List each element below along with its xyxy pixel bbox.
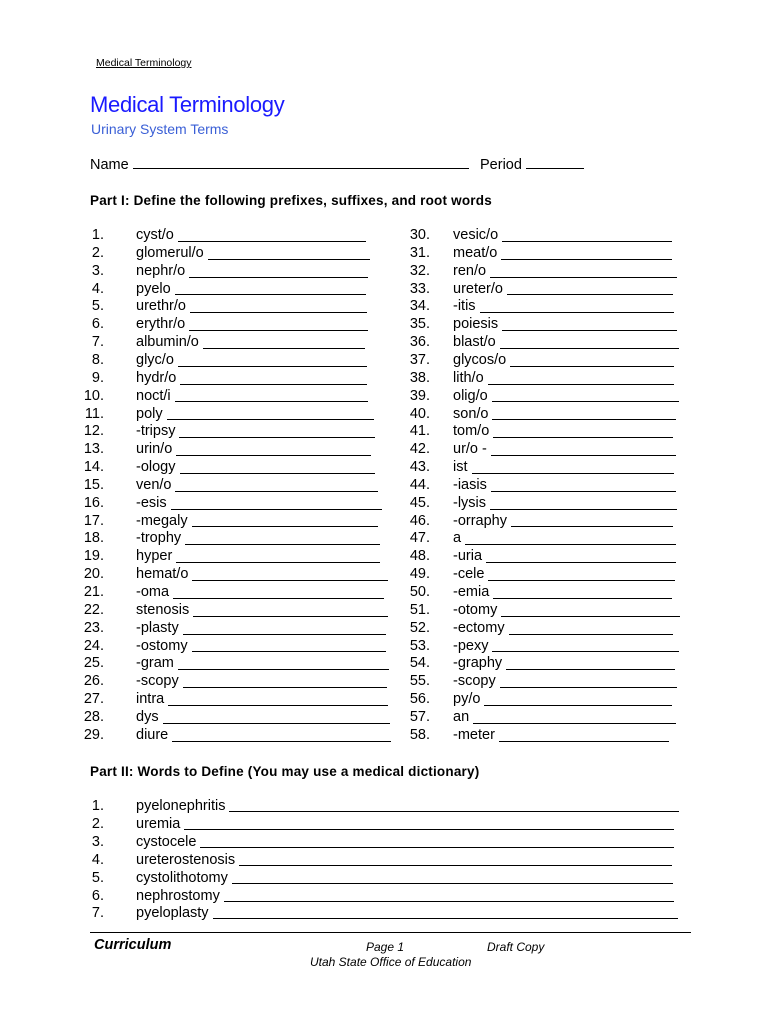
item-term: -emia	[453, 584, 490, 600]
item-number: 7.	[91, 334, 104, 351]
item-number: 23.	[83, 619, 104, 636]
item-term: -meter	[453, 726, 495, 743]
item-term: pyeloplasty	[136, 905, 209, 922]
item-term: noct/i	[136, 387, 171, 404]
item-term: -orraphy	[453, 512, 507, 529]
item-number: 43.	[409, 459, 430, 476]
item-term: -plasty	[136, 619, 179, 636]
item-number: 18.	[83, 530, 104, 547]
item-number: 34.	[409, 298, 430, 315]
item-term: pyelo	[136, 280, 171, 297]
item-number: 20.	[83, 566, 104, 583]
item-number: 22.	[83, 601, 104, 618]
item-term: glycos/o	[453, 351, 507, 368]
item-number: 6.	[91, 887, 104, 904]
item-term: -pexy	[453, 637, 489, 654]
item-term: cyst/o	[136, 227, 174, 243]
item-number: 58.	[409, 726, 430, 743]
item-term: glomerul/o	[136, 244, 204, 261]
part1-item	[0, 298, 770, 316]
item-term: -lysis	[453, 494, 487, 511]
part2-item	[0, 869, 770, 887]
definition-blank[interactable]	[239, 865, 672, 866]
part2-item	[0, 904, 770, 922]
item-term: -ostomy	[136, 637, 188, 654]
part1-item	[0, 584, 770, 602]
definition-blank[interactable]	[509, 634, 673, 635]
item-number: 52.	[409, 619, 430, 636]
item-number: 9.	[91, 369, 104, 386]
item-number: 12.	[83, 423, 104, 440]
definition-blank[interactable]	[484, 705, 672, 706]
definition-blank[interactable]	[490, 277, 677, 278]
item-term: lith/o	[453, 369, 484, 386]
period-label: Period	[480, 157, 522, 173]
item-term: an	[453, 708, 470, 725]
item-term: tom/o	[453, 423, 490, 440]
definition-blank[interactable]	[465, 544, 676, 545]
item-number: 47.	[409, 530, 430, 547]
item-term: ur/o -	[453, 441, 487, 458]
definition-blank[interactable]	[506, 669, 675, 670]
footer-organization: Utah State Office of Education	[310, 955, 472, 969]
definition-blank[interactable]	[486, 562, 676, 563]
item-number: 7.	[91, 905, 104, 922]
name-blank[interactable]	[133, 156, 469, 169]
item-term: diure	[136, 726, 169, 743]
item-number: 29.	[83, 726, 104, 743]
item-number: 35.	[409, 316, 430, 333]
item-number: 19.	[83, 548, 104, 565]
definition-blank[interactable]	[492, 401, 679, 402]
item-term: nephrostomy	[136, 887, 220, 904]
item-term: intra	[136, 691, 165, 708]
part1-item	[0, 388, 770, 406]
item-term: -graphy	[453, 655, 503, 672]
name-label: Name	[90, 157, 129, 173]
part1-item	[0, 495, 770, 513]
item-term: albumin/o	[136, 334, 199, 351]
item-term: urethr/o	[136, 298, 186, 315]
part2-item	[0, 833, 770, 851]
item-term: -esis	[136, 494, 167, 511]
part1-item	[0, 566, 770, 584]
item-number: 49.	[409, 566, 430, 583]
part1-item	[0, 655, 770, 673]
part1-item	[0, 281, 770, 299]
definition-blank[interactable]	[492, 419, 676, 420]
part1-item	[0, 334, 770, 352]
footer-divider	[90, 932, 691, 933]
part1-item	[0, 352, 770, 370]
definition-blank[interactable]	[502, 330, 677, 331]
item-term: -scopy	[453, 673, 496, 690]
part1-item	[0, 406, 770, 424]
part2-heading: Part II: Words to Define (You may use a medical dictionary)	[90, 764, 480, 779]
definition-blank[interactable]	[500, 687, 677, 688]
item-number: 8.	[91, 351, 104, 368]
item-number: 41.	[409, 423, 430, 440]
definition-blank[interactable]	[492, 651, 679, 652]
item-term: dys	[136, 708, 159, 725]
item-number: 28.	[83, 708, 104, 725]
definition-blank[interactable]	[488, 384, 674, 385]
definition-blank[interactable]	[510, 366, 674, 367]
page-subtitle: Urinary System Terms	[91, 121, 229, 137]
footer-page-number: Page 1	[366, 940, 405, 954]
definition-blank[interactable]	[473, 723, 676, 724]
item-term: nephr/o	[136, 262, 186, 279]
part1-item	[0, 316, 770, 334]
part2-item	[0, 887, 770, 905]
item-number: 33.	[409, 280, 430, 297]
definition-blank[interactable]	[229, 811, 679, 812]
item-term: hydr/o	[136, 369, 177, 386]
item-number: 21.	[83, 584, 104, 600]
item-term: -megaly	[136, 512, 188, 529]
period-field[interactable]	[480, 156, 584, 173]
item-number: 37.	[409, 351, 430, 368]
item-number: 1.	[91, 798, 104, 814]
item-number: 27.	[83, 691, 104, 708]
item-number: 30.	[409, 227, 430, 243]
definition-blank[interactable]	[493, 437, 673, 438]
part1-item	[0, 263, 770, 281]
part1-item	[0, 530, 770, 548]
item-number: 56.	[409, 691, 430, 708]
item-number: 5.	[91, 298, 104, 315]
definition-blank[interactable]	[184, 829, 674, 830]
item-number: 38.	[409, 369, 430, 386]
part1-item	[0, 477, 770, 495]
item-number: 4.	[91, 851, 104, 868]
part1-item	[0, 513, 770, 531]
item-term: ven/o	[136, 476, 172, 493]
part1-item	[0, 245, 770, 263]
part2-item	[0, 815, 770, 833]
item-term: poly	[136, 405, 163, 422]
item-term: ren/o	[453, 262, 487, 279]
item-term: -scopy	[136, 673, 179, 690]
definition-blank[interactable]	[488, 580, 675, 581]
item-number: 31.	[409, 244, 430, 261]
item-term: glyc/o	[136, 351, 174, 368]
definition-blank[interactable]	[224, 901, 674, 902]
part1-item	[0, 227, 770, 245]
item-term: uremia	[136, 815, 181, 832]
running-header: Medical Terminology	[96, 57, 192, 69]
item-term: stenosis	[136, 601, 190, 618]
item-term: a	[453, 530, 462, 547]
part2-item	[0, 797, 770, 815]
period-blank[interactable]	[526, 156, 584, 169]
item-number: 16.	[83, 494, 104, 511]
item-number: 36.	[409, 334, 430, 351]
item-term: -cele	[453, 566, 485, 583]
item-number: 40.	[409, 405, 430, 422]
item-term: -ology	[136, 459, 176, 476]
item-term: -oma	[136, 584, 170, 600]
part1-item	[0, 673, 770, 691]
item-term: vesic/o	[453, 227, 499, 243]
definition-blank[interactable]	[213, 918, 678, 919]
item-term: urin/o	[136, 441, 173, 458]
name-field[interactable]	[90, 156, 469, 173]
item-number: 48.	[409, 548, 430, 565]
definition-blank[interactable]	[493, 598, 672, 599]
item-number: 42.	[409, 441, 430, 458]
item-number: 45.	[409, 494, 430, 511]
part1-heading: Part I: Define the following prefixes, suffixes, and root words	[90, 193, 492, 208]
definition-blank[interactable]	[511, 526, 673, 527]
item-number: 3.	[91, 262, 104, 279]
item-number: 17.	[83, 512, 104, 529]
item-term: -tripsy	[136, 423, 176, 440]
item-number: 4.	[91, 280, 104, 297]
item-number: 2.	[91, 815, 104, 832]
item-term: olig/o	[453, 387, 488, 404]
item-number: 44.	[409, 476, 430, 493]
item-number: 6.	[91, 316, 104, 333]
item-number: 53.	[409, 637, 430, 654]
item-number: 3.	[91, 833, 104, 850]
part1-item	[0, 423, 770, 441]
part1-item	[0, 370, 770, 388]
item-number: 26.	[83, 673, 104, 690]
definition-blank[interactable]	[501, 616, 680, 617]
item-term: son/o	[453, 405, 489, 422]
definition-blank[interactable]	[490, 509, 677, 510]
item-number: 10.	[83, 387, 104, 404]
part2-item	[0, 851, 770, 869]
item-number: 1.	[91, 227, 104, 243]
definition-blank[interactable]	[491, 455, 676, 456]
item-number: 51.	[409, 601, 430, 618]
definition-blank[interactable]	[232, 883, 673, 884]
item-number: 5.	[91, 869, 104, 886]
item-term: -iasis	[453, 476, 487, 493]
item-term: ureter/o	[453, 280, 503, 297]
footer-curriculum: Curriculum	[94, 937, 172, 953]
definition-blank[interactable]	[491, 491, 676, 492]
item-number: 24.	[83, 637, 104, 654]
item-term: cystolithotomy	[136, 869, 228, 886]
item-term: -itis	[453, 298, 476, 315]
definition-blank[interactable]	[500, 348, 679, 349]
part1-item	[0, 620, 770, 638]
definition-blank[interactable]	[200, 847, 674, 848]
part1-item	[0, 727, 770, 745]
item-term: -ectomy	[453, 619, 505, 636]
part1-item	[0, 441, 770, 459]
item-number: 55.	[409, 673, 430, 690]
part1-item	[0, 709, 770, 727]
footer-draft-label: Draft Copy	[487, 940, 545, 954]
item-term: meat/o	[453, 244, 498, 261]
item-term: ureterostenosis	[136, 851, 236, 868]
item-number: 32.	[409, 262, 430, 279]
item-number: 15.	[83, 476, 104, 493]
item-term: py/o	[453, 691, 481, 708]
item-term: erythr/o	[136, 316, 186, 333]
item-term: -uria	[453, 548, 483, 565]
item-number: 25.	[83, 655, 104, 672]
item-term: blast/o	[453, 334, 496, 351]
part1-item	[0, 459, 770, 477]
item-number: 14.	[83, 459, 104, 476]
item-term: -otomy	[453, 601, 498, 618]
item-term: hemat/o	[136, 566, 189, 583]
item-number: 50.	[409, 584, 430, 600]
item-term: -gram	[136, 655, 174, 672]
definition-blank[interactable]	[480, 312, 674, 313]
item-number: 11.	[84, 405, 104, 422]
part1-item	[0, 638, 770, 656]
item-number: 54.	[409, 655, 430, 672]
item-term: -trophy	[136, 530, 182, 547]
item-number: 39.	[409, 387, 430, 404]
item-term: hyper	[136, 548, 173, 565]
item-term: ist	[453, 459, 468, 476]
page-title: Medical Terminology	[90, 92, 285, 117]
item-number: 13.	[83, 441, 104, 458]
definition-blank[interactable]	[502, 241, 672, 242]
item-term: cystocele	[136, 833, 197, 850]
definition-blank[interactable]	[499, 741, 669, 742]
item-term: pyelonephritis	[136, 798, 226, 814]
definition-blank[interactable]	[501, 259, 672, 260]
definition-blank[interactable]	[472, 473, 674, 474]
part1-item	[0, 548, 770, 566]
item-term: poiesis	[453, 316, 499, 333]
item-number: 2.	[91, 244, 104, 261]
definition-blank[interactable]	[507, 294, 673, 295]
part1-item	[0, 691, 770, 709]
item-number: 46.	[409, 512, 430, 529]
part1-item	[0, 602, 770, 620]
item-number: 57.	[409, 708, 430, 725]
